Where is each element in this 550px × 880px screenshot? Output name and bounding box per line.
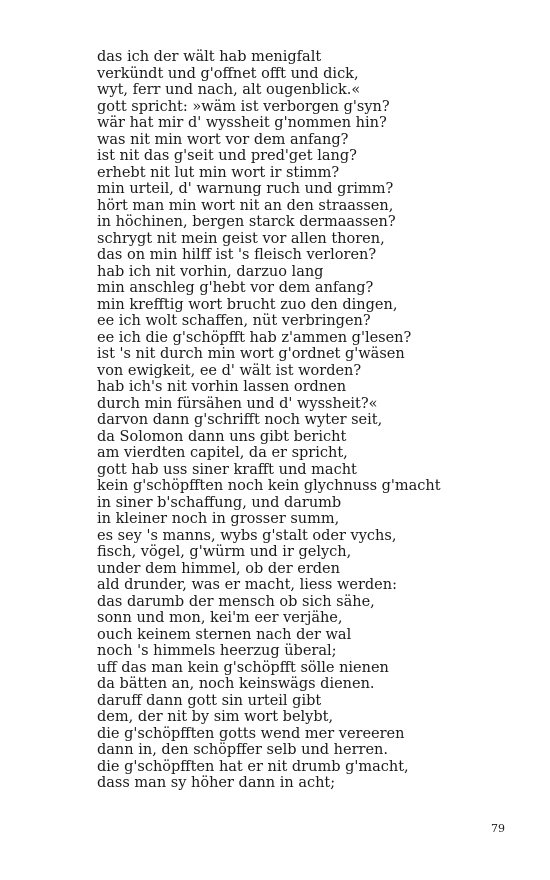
poem-line: in siner b'schaffung, und darumb [97,494,342,511]
poem-line: was nit min wort vor dem anfang? [97,131,349,148]
poem-line: das ich der wält hab menigfalt [97,49,322,65]
poem-line: dem, der nit by sim wort belybt, [97,709,334,725]
poem-line: gott hab uss siner krafft und macht [97,461,357,478]
poem-line: hab ich's nit vorhin lassen ordnen [97,379,347,395]
poem-line: darvon dann g'schrifft noch wyter seit, [97,412,383,428]
poem-line: durch min fürsähen und d' wyssheit?« [97,395,378,412]
poem-line: in höchinen, bergen starck dermaassen? [97,214,396,230]
poem-line: ald drunder, was er macht, liess werden: [97,577,397,593]
poem-line: hört man min wort nit an den straassen, [97,197,394,214]
poem-text [97,49,517,792]
poem-line: da bätten an, noch keinswägs dienen. [97,676,375,692]
poem-line: in kleiner noch in grosser summ, [97,511,340,527]
poem-line: wyt, ferr und nach, alt ougenblick.« [97,82,361,98]
poem-line: min anschleg g'hebt vor dem anfang? [97,280,374,296]
poem-line: da Solomon dann uns gibt bericht [97,428,347,445]
poem-line: wär hat mir d' wyssheit g'nommen hin? [97,115,387,131]
poem-line: uff das man kein g'schöpfft sölle nienen [97,659,389,676]
poem-line: die g'schöpfften hat er nit drumb g'macht, [97,758,409,775]
poem-line: ist nit das g'seit und pred'get lang? [97,148,357,164]
poem-line: hab ich nit vorhin, darzuo lang [97,263,324,280]
poem-line: daruff dann gott sin urteil gibt [97,692,322,709]
poem-line: noch 's himmels heerzug überal; [97,643,337,659]
poem-line: min krefftig wort brucht zuo den dingen, [97,296,398,313]
poem-line: ee ich die g'schöpfft hab z'ammen g'lesen? [97,329,412,346]
poem-line: das on min hilff ist 's fleisch verloren? [97,247,377,263]
poem-line: kein g'schöpfften noch kein glychnuss g'macht [97,478,441,494]
poem-line: am vierdten capitel, da er spricht, [97,445,348,461]
poem-line: ouch keinem sternen nach der wal [97,626,352,643]
poem-line: ee ich wolt schaffen, nüt verbringen? [97,313,371,329]
poem-line: ist 's nit durch min wort g'ordnet g'wäsen [97,346,405,362]
poem-line: under dem himmel, ob der erden [97,560,340,577]
poem-line: es sey 's manns, wybs g'stalt oder vychs, [97,527,397,544]
poem-line: erhebt nit lut min wort ir stimm? [97,164,340,181]
poem-line: von ewigkeit, ee d' wält ist worden? [97,362,362,379]
poem-line: dass man sy höher dann in acht; [97,775,336,791]
poem-line: min urteil, d' warnung ruch und grimm? [97,181,394,197]
poem-line: verkündt und g'offnet offt und dick, [97,65,359,82]
poem-line: sonn und mon, kei'm eer verjähe, [97,610,343,626]
poem-line: dann in, den schöpffer selb und herren. [97,742,388,758]
poem-line: gott spricht: »wäm ist verborgen g'syn? [97,98,390,115]
poem-line: das darumb der mensch ob sich sähe, [97,593,375,610]
poem-line: die g'schöpfften gotts wend mer vereeren [97,725,405,742]
page-number: 79 [491,822,505,835]
poem-line: fisch, vögel, g'würm und ir gelych, [97,544,352,560]
poem-line: schrygt nit mein geist vor allen thoren, [97,230,385,247]
